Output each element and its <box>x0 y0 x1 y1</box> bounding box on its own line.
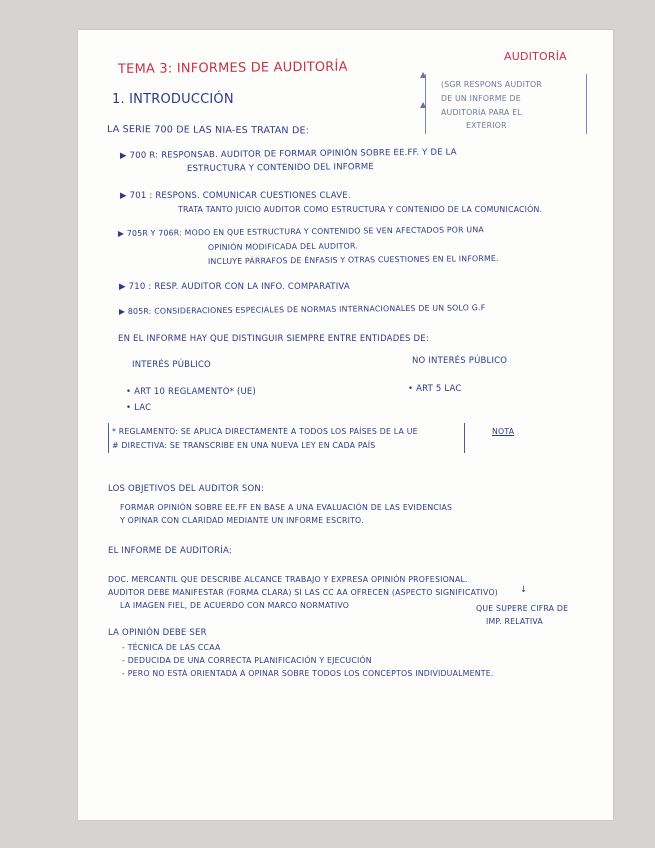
non-public-item: • ART 5 LAC <box>408 384 462 394</box>
section-heading: 1. INTRODUCCIÓN <box>112 92 234 107</box>
bullet-701: ▶ 701 : RESPONS. COMUNICAR CUESTIONES CLAVE. <box>120 191 351 201</box>
opinion-item: - PERO NO ESTÁ ORIENTADA A OPINAR SOBRE TODOS LOS CONCEPTOS INDIVIDUALMENTE. <box>122 669 494 678</box>
note-label: NOTA <box>492 427 515 436</box>
bullet-710: ▶ 710 : RESP. AUDITOR CON LA INFO. COMPARATIVA <box>119 282 350 292</box>
side-note-line: (SGR RESPONS AUDITOR <box>441 80 542 89</box>
subject-label: AUDITORÍA <box>504 50 567 63</box>
distinguish-text: EN EL INFORME HAY QUE DISTINGUIR SIEMPRE ENTRE ENTIDADES DE: <box>118 334 429 344</box>
non-public-interest-heading: NO INTERÉS PÚBLICO <box>412 356 508 366</box>
opinion-item: - DEDUCIDA DE UNA CORRECTA PLANIFICACIÓN Y EJECUCIÓN <box>122 656 372 665</box>
intro-text: LA SERIE 700 DE LAS NIA-ES TRATAN DE: <box>106 124 310 137</box>
opinion-heading: LA OPINIÓN DEBE SER <box>108 628 207 638</box>
report-line: DOC. MERCANTIL QUE DESCRIBE ALCANCE TRABAJO Y EXPRESA OPINIÓN PROFESIONAL. <box>108 575 468 584</box>
bullet-705r: ▶ 705R Y 706R: MODO EN QUE ESTRUCTURA Y CONTENIDO SE VEN AFECTADOS POR UNA <box>117 225 484 238</box>
public-interest-heading: INTERÉS PÚBLICO <box>132 360 211 370</box>
objectives-line: Y OPINAR CON CLARIDAD MEDIANTE UN INFORME ESCRITO. <box>120 516 364 525</box>
public-item: • LAC <box>126 403 152 413</box>
bullet-700r: ▶ 700 R: RESPONSAB. AUDITOR DE FORMAR OPINIÓN SOBRE EE.FF. Y DE LA <box>119 147 457 161</box>
report-line: LA IMAGEN FIEL, DE ACUERDO CON MARCO NORMATIVO <box>120 601 350 610</box>
bullet-701-cont: TRATA TANTO JUICIO AUDITOR COMO ESTRUCTURA Y CONTENIDO DE LA COMUNICACIÓN. <box>178 205 543 214</box>
side-note-line: DE UN INFORME DE <box>441 94 521 103</box>
bullet-705r-cont: OPINIÓN MODIFICADA DEL AUDITOR. <box>207 241 358 252</box>
objectives-heading: LOS OBJETIVOS DEL AUDITOR SON: <box>108 484 265 494</box>
bullet-700r-cont: ESTRUCTURA Y CONTENIDO DEL INFORME <box>186 162 375 174</box>
report-annotation: IMP. RELATIVA <box>486 617 543 626</box>
note-line-reglamento: * REGLAMENTO: SE APLICA DIRECTAMENTE A TODOS LOS PAÍSES DE LA UE <box>112 427 418 436</box>
side-note-line: EXTERIOR <box>466 121 507 130</box>
opinion-item: - TÉCNICA DE LAS CCAA <box>122 643 221 652</box>
down-arrow-icon: ↓ <box>520 585 528 595</box>
bullet-705r-cont: INCLUYE PÁRRAFOS DE ÉNFASIS Y OTRAS CUESTIONES EN EL INFORME. <box>207 253 499 266</box>
public-item: • ART 10 REGLAMENTO* (UE) <box>126 387 256 397</box>
report-heading: EL INFORME DE AUDITORÍA: <box>108 546 232 556</box>
note-line-directiva: # DIRECTIVA: SE TRANSCRIBE EN UNA NUEVA LEY EN CADA PAÍS <box>112 441 376 450</box>
bullet-805r: ▶ 805R: CONSIDERACIONES ESPECIALES DE NORMAS INTERNACIONALES DE UN SOLO G.F <box>118 303 486 316</box>
objectives-line: FORMAR OPINIÓN SOBRE EE.FF EN BASE A UNA EVALUACIÓN DE LAS EVIDENCIAS <box>120 503 453 512</box>
report-line: AUDITOR DEBE MANIFESTAR (FORMA CLARA) SI LAS CC AA OFRECEN (ASPECTO SIGNIFICATIVO) <box>108 588 499 597</box>
page-title: TEMA 3: INFORMES DE AUDITORÍA <box>117 59 348 77</box>
report-annotation: QUE SUPERE CIFRA DE <box>476 604 569 613</box>
side-note-line: AUDITORÍA PARA EL <box>441 108 522 117</box>
